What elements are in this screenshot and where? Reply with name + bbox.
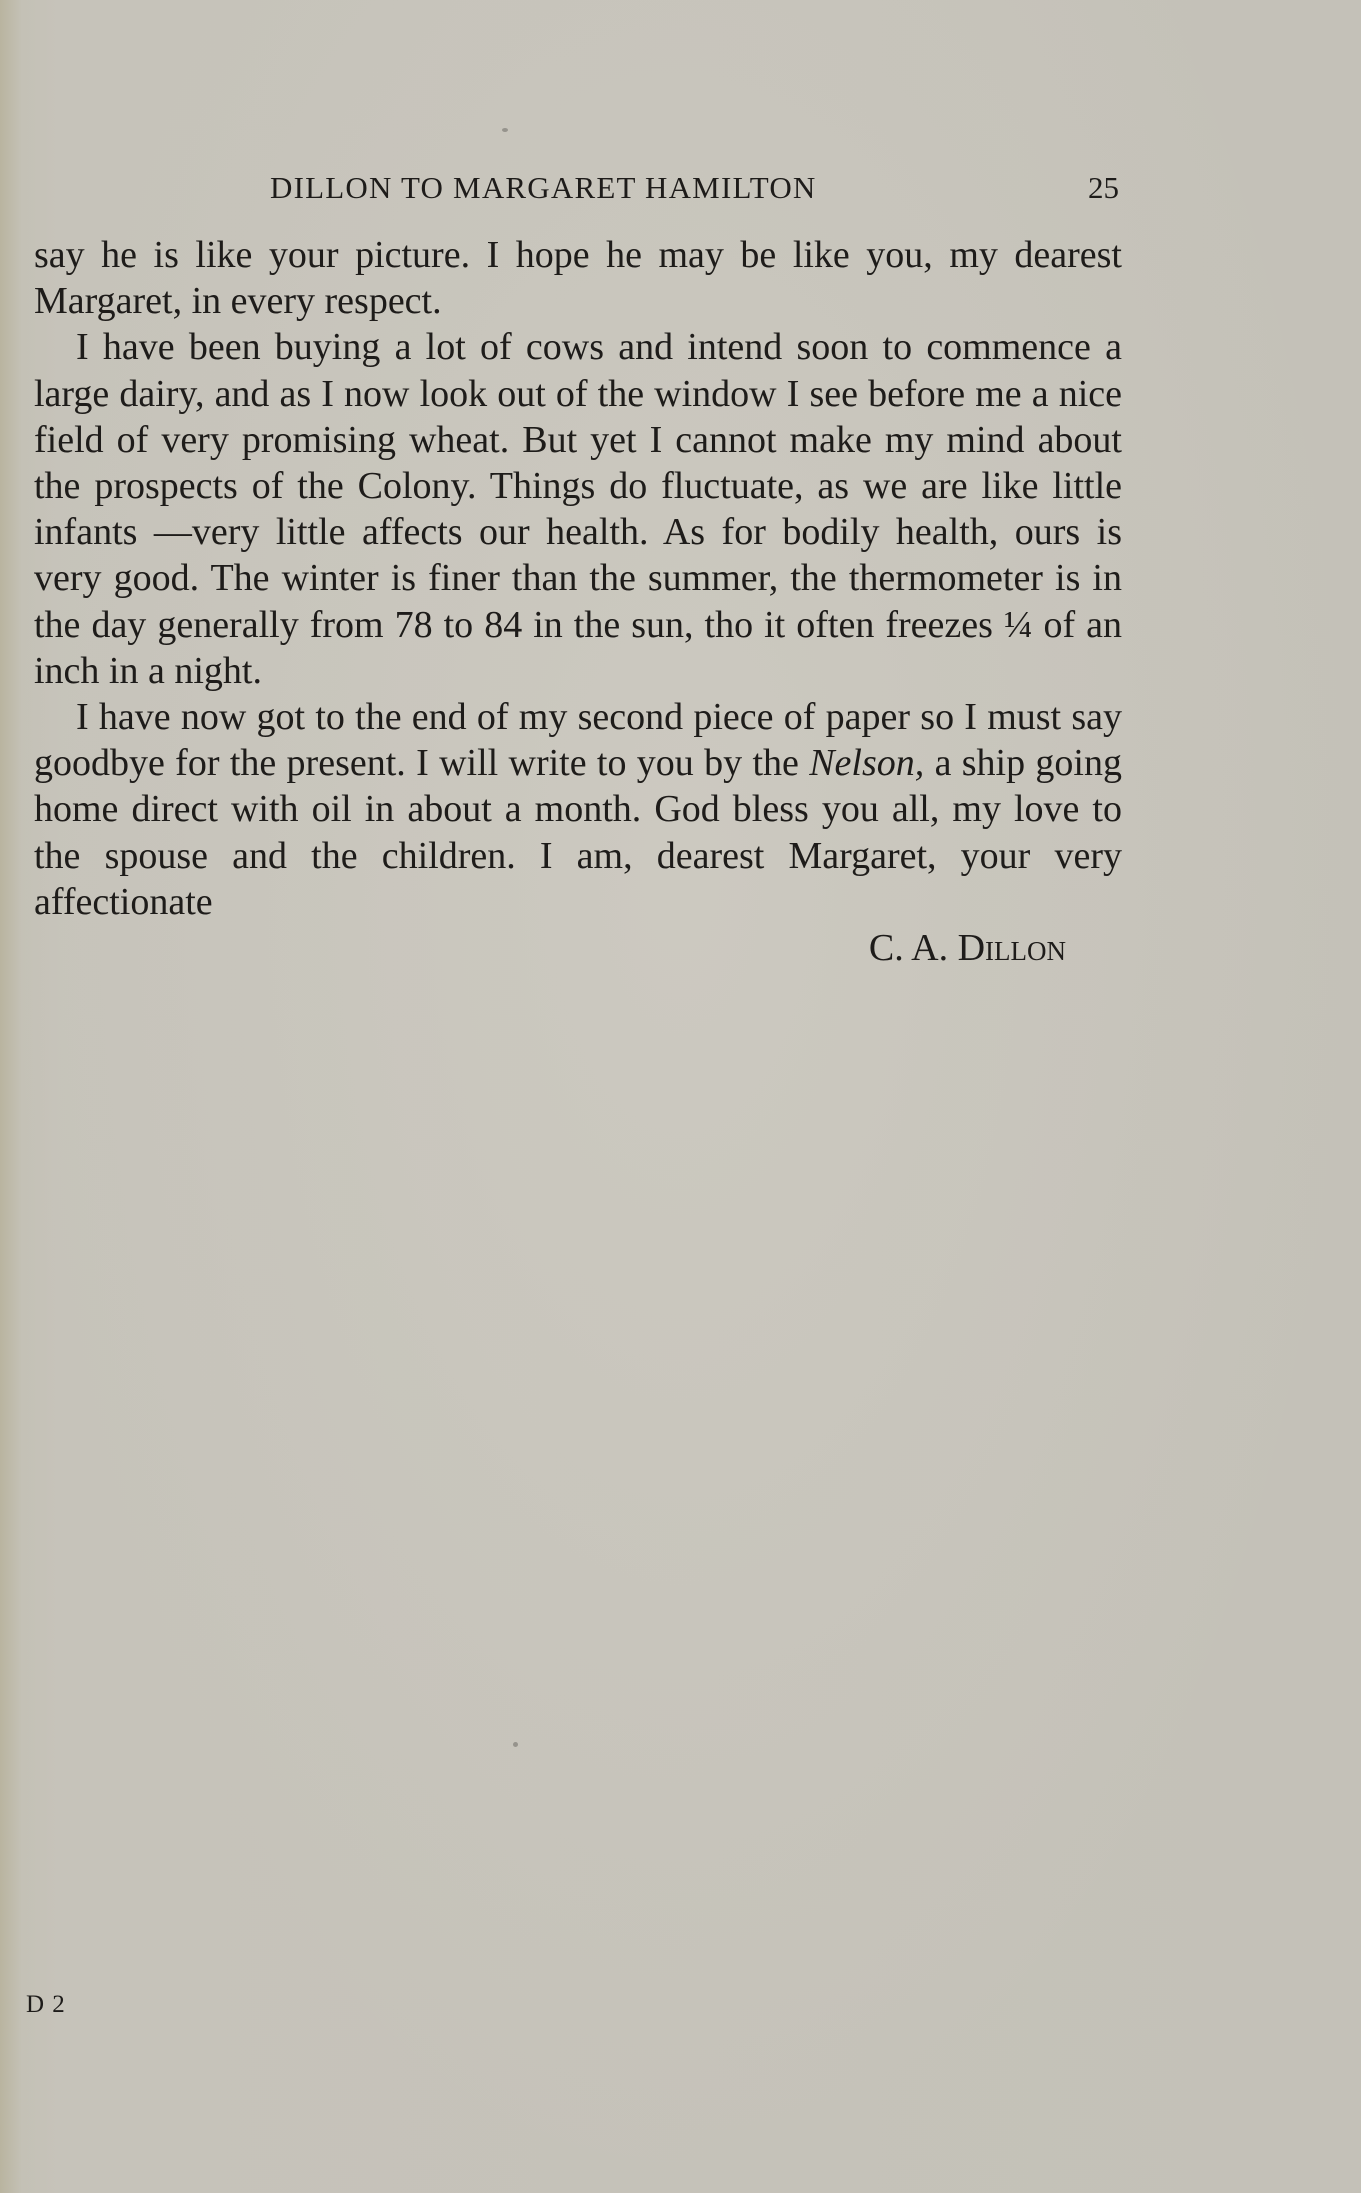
ship-name: Nelson, — [809, 742, 925, 785]
closing-text-after-ship: a ship going home direct with oil in about a month. God bless you all, my love to the spouse and the children. I am, dearest Margaret, your very affectionate — [34, 742, 1122, 923]
paragraph-farm-news: I have been buying a lot of cows and intend soon to commence a large dairy, and as I now look out of the window I see before me a nice field of very promising wheat. But yet I cannot make my mind about the prospects of the Colony. Things do fluctuate, as we are like little infants —very little affects our health. As for bodily health, ours is very good. The winter is finer than the summer, the thermometer is in the day generally from 78 to 84 in the sun, tho it often freezes ¼ of an inch in a night. — [34, 326, 1122, 692]
signature — [34, 925, 1122, 971]
paragraph-closing — [34, 694, 1122, 925]
printer-signature-mark: D 2 — [26, 1991, 66, 2018]
page-number: 25 — [1088, 170, 1119, 205]
ink-speck — [502, 128, 508, 132]
letter-body — [34, 232, 1122, 971]
closing-text-before-ship: I have now got to the end of my second piece of paper so I must say goodbye for the present. I will write to you by the — [34, 696, 1122, 785]
paragraph-continuation: say he is like your picture. I hope he may be like you, my dearest Margaret, in every respect. — [34, 234, 1122, 323]
signature-initials: C. A. — [868, 927, 958, 970]
running-head-title: DILLON TO MARGARET HAMILTON — [270, 170, 817, 205]
signature-surname: Dillon — [957, 927, 1066, 970]
ink-speck — [513, 1742, 518, 1747]
